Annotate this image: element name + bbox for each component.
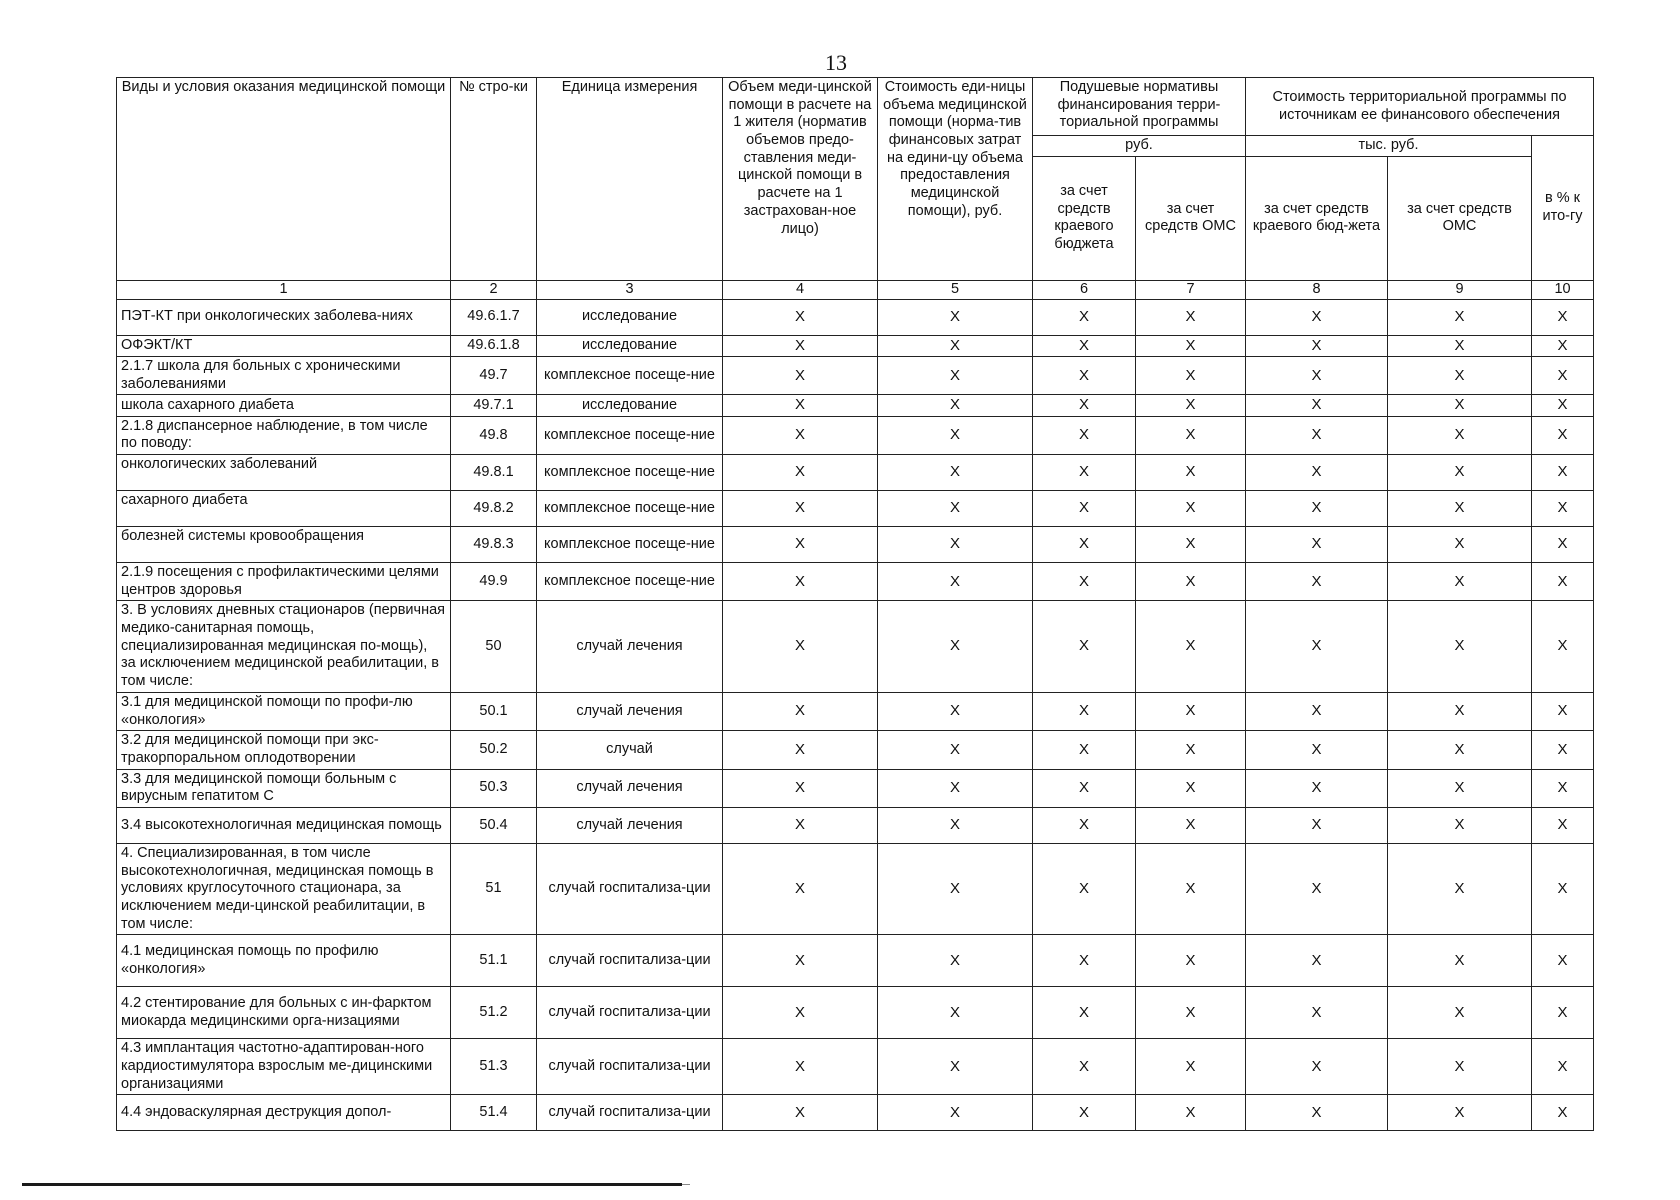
- row-value: Х: [1033, 563, 1136, 601]
- row-unit: случай госпитализа-ции: [537, 843, 723, 934]
- row-unit: случай лечения: [537, 601, 723, 692]
- table-row: [117, 299, 1594, 335]
- row-value: Х: [1532, 563, 1594, 601]
- row-label: 2.1.8 диспансерное наблюдение, в том числе по поводу:: [117, 416, 451, 454]
- row-value: Х: [1246, 769, 1388, 807]
- row-number: 49.6.1.7: [451, 299, 537, 335]
- row-number: 51.4: [451, 1095, 537, 1131]
- column-number: 9: [1388, 280, 1532, 299]
- row-value: Х: [1033, 335, 1136, 356]
- row-number: 49.8.1: [451, 455, 537, 491]
- row-value: Х: [1136, 455, 1246, 491]
- table-row: [117, 769, 1594, 807]
- row-value: Х: [1388, 1095, 1532, 1131]
- row-value: Х: [878, 987, 1033, 1039]
- row-value: Х: [1136, 1095, 1246, 1131]
- column-number: 2: [451, 280, 537, 299]
- table-row: [117, 335, 1594, 356]
- row-value: Х: [1388, 731, 1532, 769]
- row-value: Х: [1033, 1095, 1136, 1131]
- row-number: 49.8: [451, 416, 537, 454]
- row-value: Х: [723, 731, 878, 769]
- row-label: 2.1.9 посещения с профилактическими целями центров здоровья: [117, 563, 451, 601]
- row-value: Х: [1388, 491, 1532, 527]
- row-number: 49.8.3: [451, 527, 537, 563]
- table-row: [117, 491, 1594, 527]
- row-value: Х: [1532, 987, 1594, 1039]
- row-number: 50.3: [451, 769, 537, 807]
- row-label: 3. В условиях дневных стационаров (первичная медико-санитарная помощь, специализированная медицинская по-мощь), за исключением медицинской реабилитации, в том числе:: [117, 601, 451, 692]
- row-value: Х: [1532, 395, 1594, 416]
- row-value: Х: [1532, 1095, 1594, 1131]
- row-number: 49.9: [451, 563, 537, 601]
- row-value: Х: [1033, 491, 1136, 527]
- table-row: [117, 1095, 1594, 1131]
- row-value: Х: [1033, 987, 1136, 1039]
- row-value: Х: [1136, 299, 1246, 335]
- row-value: Х: [723, 356, 878, 394]
- row-value: Х: [878, 843, 1033, 934]
- row-value: Х: [1532, 843, 1594, 934]
- row-value: Х: [723, 987, 878, 1039]
- row-value: Х: [878, 491, 1033, 527]
- row-label: ПЭТ-КТ при онкологических заболева-ниях: [117, 299, 451, 335]
- row-value: Х: [1246, 527, 1388, 563]
- row-number: 49.8.2: [451, 491, 537, 527]
- row-value: Х: [1532, 731, 1594, 769]
- row-value: Х: [1033, 527, 1136, 563]
- row-number: 49.7: [451, 356, 537, 394]
- row-value: Х: [1532, 935, 1594, 987]
- row-value: Х: [1246, 299, 1388, 335]
- row-value: Х: [1033, 416, 1136, 454]
- row-value: Х: [1532, 1039, 1594, 1095]
- table-row: [117, 935, 1594, 987]
- row-value: Х: [1136, 987, 1246, 1039]
- row-value: Х: [878, 1095, 1033, 1131]
- row-unit: случай лечения: [537, 807, 723, 843]
- row-value: Х: [1388, 843, 1532, 934]
- table-row: [117, 395, 1594, 416]
- row-value: Х: [723, 395, 878, 416]
- header-oms-rub: за счет средств ОМС: [1136, 156, 1246, 280]
- row-label: школа сахарного диабета: [117, 395, 451, 416]
- row-value: Х: [878, 299, 1033, 335]
- row-value: Х: [723, 1039, 878, 1095]
- table-row: [117, 987, 1594, 1039]
- row-label: 3.3 для медицинской помощи больным с вирусным гепатитом С: [117, 769, 451, 807]
- row-value: Х: [1388, 356, 1532, 394]
- row-value: Х: [723, 807, 878, 843]
- row-unit: исследование: [537, 395, 723, 416]
- row-value: Х: [1388, 455, 1532, 491]
- row-label: 4.1 медицинская помощь по профилю «онкология»: [117, 935, 451, 987]
- row-label: 4.4 эндоваскулярная деструкция допол-: [117, 1095, 451, 1131]
- row-unit: случай госпитализа-ции: [537, 987, 723, 1039]
- row-label: 3.2 для медицинской помощи при экс-тракорпоральном оплодотворении: [117, 731, 451, 769]
- row-unit: комплексное посеще-ние: [537, 563, 723, 601]
- row-number: 51: [451, 843, 537, 934]
- row-value: Х: [1136, 563, 1246, 601]
- column-number: 5: [878, 280, 1033, 299]
- row-label: 4. Специализированная, в том числе высокотехнологичная, медицинская помощь в условиях круглосуточного стационара, за исключением меди-цинской реабилитации, в том числе:: [117, 843, 451, 934]
- table-row: [117, 455, 1594, 491]
- row-value: Х: [723, 563, 878, 601]
- row-value: Х: [1532, 527, 1594, 563]
- table-row: [117, 843, 1594, 934]
- row-value: Х: [878, 769, 1033, 807]
- row-value: Х: [1388, 692, 1532, 730]
- row-value: Х: [1388, 769, 1532, 807]
- row-value: Х: [1033, 807, 1136, 843]
- row-value: Х: [1136, 527, 1246, 563]
- table-row: [117, 416, 1594, 454]
- header-unit: Единица измерения: [537, 78, 723, 281]
- footer-rule-tail: [682, 1184, 690, 1185]
- row-value: Х: [1246, 1095, 1388, 1131]
- row-value: Х: [1136, 843, 1246, 934]
- row-value: Х: [1388, 335, 1532, 356]
- row-number: 50.4: [451, 807, 537, 843]
- row-value: Х: [723, 416, 878, 454]
- row-value: Х: [878, 692, 1033, 730]
- table-body: [117, 280, 1594, 1131]
- row-unit: комплексное посеще-ние: [537, 356, 723, 394]
- table-row: [117, 731, 1594, 769]
- row-number: 50.2: [451, 731, 537, 769]
- table-row: [117, 1039, 1594, 1095]
- row-value: Х: [1246, 935, 1388, 987]
- row-value: Х: [1136, 491, 1246, 527]
- row-label: 2.1.7 школа для больных с хроническими заболеваниями: [117, 356, 451, 394]
- column-number: 8: [1246, 280, 1388, 299]
- row-value: Х: [1388, 987, 1532, 1039]
- row-value: Х: [723, 527, 878, 563]
- row-value: Х: [1246, 807, 1388, 843]
- row-value: Х: [1532, 335, 1594, 356]
- row-value: Х: [1532, 601, 1594, 692]
- row-value: Х: [1532, 807, 1594, 843]
- row-unit: случай госпитализа-ции: [537, 935, 723, 987]
- row-value: Х: [1388, 527, 1532, 563]
- row-value: Х: [1033, 769, 1136, 807]
- footer-rule: [22, 1183, 682, 1186]
- row-unit: случай лечения: [537, 769, 723, 807]
- program-cost-table: [116, 77, 1594, 1131]
- header-oms-thousand: за счет средств ОМС: [1388, 156, 1532, 280]
- row-value: Х: [878, 356, 1033, 394]
- row-value: Х: [1033, 935, 1136, 987]
- row-value: Х: [1532, 455, 1594, 491]
- row-value: Х: [1136, 769, 1246, 807]
- column-numbers-row: [117, 280, 1594, 299]
- row-value: Х: [1532, 416, 1594, 454]
- row-value: Х: [1246, 731, 1388, 769]
- header-regional-budget-thousand: за счет средств краевого бюд-жета: [1246, 156, 1388, 280]
- table-row: [117, 563, 1594, 601]
- row-label: 4.3 имплантация частотно-адаптирован-ного кардиостимулятора взрослым ме-дицинскими организациями: [117, 1039, 451, 1095]
- row-value: Х: [1136, 395, 1246, 416]
- row-value: Х: [723, 935, 878, 987]
- row-value: Х: [878, 935, 1033, 987]
- row-value: Х: [1136, 601, 1246, 692]
- row-value: Х: [1033, 299, 1136, 335]
- row-value: Х: [1388, 601, 1532, 692]
- row-value: Х: [1136, 731, 1246, 769]
- row-value: Х: [1136, 356, 1246, 394]
- row-value: Х: [878, 335, 1033, 356]
- row-value: Х: [1033, 843, 1136, 934]
- header-unit-rub: руб.: [1033, 136, 1246, 157]
- row-number: 51.2: [451, 987, 537, 1039]
- row-value: Х: [1532, 299, 1594, 335]
- row-value: Х: [723, 455, 878, 491]
- column-number: 3: [537, 280, 723, 299]
- row-unit: комплексное посеще-ние: [537, 455, 723, 491]
- table-header: [117, 78, 1594, 281]
- row-value: Х: [1246, 692, 1388, 730]
- header-kinds-of-care: Виды и условия оказания медицинской помощи: [117, 78, 451, 281]
- row-value: Х: [878, 527, 1033, 563]
- row-label: онкологических заболеваний: [117, 455, 451, 491]
- row-value: Х: [1532, 356, 1594, 394]
- row-label: 3.4 высокотехнологичная медицинская помощь: [117, 807, 451, 843]
- row-value: Х: [878, 807, 1033, 843]
- row-value: Х: [1136, 807, 1246, 843]
- row-value: Х: [1246, 335, 1388, 356]
- row-value: Х: [878, 455, 1033, 491]
- row-unit: случай госпитализа-ции: [537, 1039, 723, 1095]
- row-value: Х: [723, 335, 878, 356]
- row-value: Х: [723, 491, 878, 527]
- row-number: 49.7.1: [451, 395, 537, 416]
- row-value: Х: [1136, 416, 1246, 454]
- row-value: Х: [1136, 935, 1246, 987]
- row-value: Х: [1388, 395, 1532, 416]
- row-label: 4.2 стентирование для больных с ин-фарктом миокарда медицинскими орга-низациями: [117, 987, 451, 1039]
- row-unit: исследование: [537, 299, 723, 335]
- row-value: Х: [1532, 692, 1594, 730]
- row-label: сахарного диабета: [117, 491, 451, 527]
- row-number: 50.1: [451, 692, 537, 730]
- row-value: Х: [1388, 807, 1532, 843]
- table-row: [117, 527, 1594, 563]
- row-label: 3.1 для медицинской помощи по профи-лю «онкология»: [117, 692, 451, 730]
- table-row: [117, 601, 1594, 692]
- row-value: Х: [1246, 416, 1388, 454]
- row-value: Х: [1246, 601, 1388, 692]
- row-value: Х: [1246, 843, 1388, 934]
- row-number: 51.1: [451, 935, 537, 987]
- header-per-capita-norms: Подушевые нормативы финансирования терри-ториальной программы: [1033, 78, 1246, 136]
- column-number: 6: [1033, 280, 1136, 299]
- row-value: Х: [723, 1095, 878, 1131]
- table-row: [117, 807, 1594, 843]
- row-value: Х: [723, 843, 878, 934]
- row-label: ОФЭКТ/КТ: [117, 335, 451, 356]
- row-unit: случай: [537, 731, 723, 769]
- row-value: Х: [1388, 416, 1532, 454]
- row-value: Х: [878, 601, 1033, 692]
- row-number: 50: [451, 601, 537, 692]
- row-value: Х: [878, 416, 1033, 454]
- row-value: Х: [878, 1039, 1033, 1095]
- row-value: Х: [1033, 1039, 1136, 1095]
- column-number: 1: [117, 280, 451, 299]
- table-row: [117, 356, 1594, 394]
- header-row-number: № стро-ки: [451, 78, 537, 281]
- row-value: Х: [1033, 455, 1136, 491]
- row-value: Х: [1246, 1039, 1388, 1095]
- row-value: Х: [1388, 1039, 1532, 1095]
- row-value: Х: [1246, 491, 1388, 527]
- row-value: Х: [1136, 335, 1246, 356]
- row-value: Х: [1136, 1039, 1246, 1095]
- header-unit-thousand-rub: тыс. руб.: [1246, 136, 1532, 157]
- header-unit-cost: Стоимость еди-ницы объема медицинской помощи (норма-тив финансовых затрат на едини-цу объема предоставления медицинской помощи), руб.: [878, 78, 1033, 281]
- row-number: 49.6.1.8: [451, 335, 537, 356]
- row-value: Х: [1532, 769, 1594, 807]
- row-value: Х: [1246, 987, 1388, 1039]
- row-value: Х: [1033, 395, 1136, 416]
- row-unit: случай лечения: [537, 692, 723, 730]
- row-value: Х: [1388, 935, 1532, 987]
- row-unit: случай госпитализа-ции: [537, 1095, 723, 1131]
- row-value: Х: [1246, 356, 1388, 394]
- header-program-cost: Стоимость территориальной программы по источникам ее финансового обеспечения: [1246, 78, 1594, 136]
- row-number: 51.3: [451, 1039, 537, 1095]
- row-unit: комплексное посеще-ние: [537, 527, 723, 563]
- table-row: [117, 692, 1594, 730]
- row-value: Х: [1033, 692, 1136, 730]
- row-value: Х: [878, 563, 1033, 601]
- row-value: Х: [1246, 455, 1388, 491]
- row-value: Х: [723, 601, 878, 692]
- header-regional-budget-rub: за счет средств краевого бюджета: [1033, 156, 1136, 280]
- column-number: 7: [1136, 280, 1246, 299]
- row-value: Х: [1246, 563, 1388, 601]
- row-value: Х: [1388, 563, 1532, 601]
- column-number: 4: [723, 280, 878, 299]
- row-value: Х: [723, 769, 878, 807]
- row-value: Х: [878, 395, 1033, 416]
- column-number: 10: [1532, 280, 1594, 299]
- row-value: Х: [878, 731, 1033, 769]
- row-unit: комплексное посеще-ние: [537, 416, 723, 454]
- row-value: Х: [1136, 692, 1246, 730]
- page-number: 13: [825, 50, 847, 75]
- row-value: Х: [1033, 601, 1136, 692]
- header-volume: Объем меди-цинской помощи в расчете на 1 жителя (норматив объемов предо-ставления меди-цинской помощи в расчете на 1 застрахован-ное лицо): [723, 78, 878, 281]
- row-value: Х: [723, 692, 878, 730]
- row-value: Х: [723, 299, 878, 335]
- row-value: Х: [1033, 731, 1136, 769]
- row-value: Х: [1246, 395, 1388, 416]
- row-unit: комплексное посеще-ние: [537, 491, 723, 527]
- row-label: болезней системы кровообращения: [117, 527, 451, 563]
- row-unit: исследование: [537, 335, 723, 356]
- header-percent-of-total: в % к ито-гу: [1532, 136, 1594, 281]
- row-value: Х: [1532, 491, 1594, 527]
- row-value: Х: [1033, 356, 1136, 394]
- row-value: Х: [1388, 299, 1532, 335]
